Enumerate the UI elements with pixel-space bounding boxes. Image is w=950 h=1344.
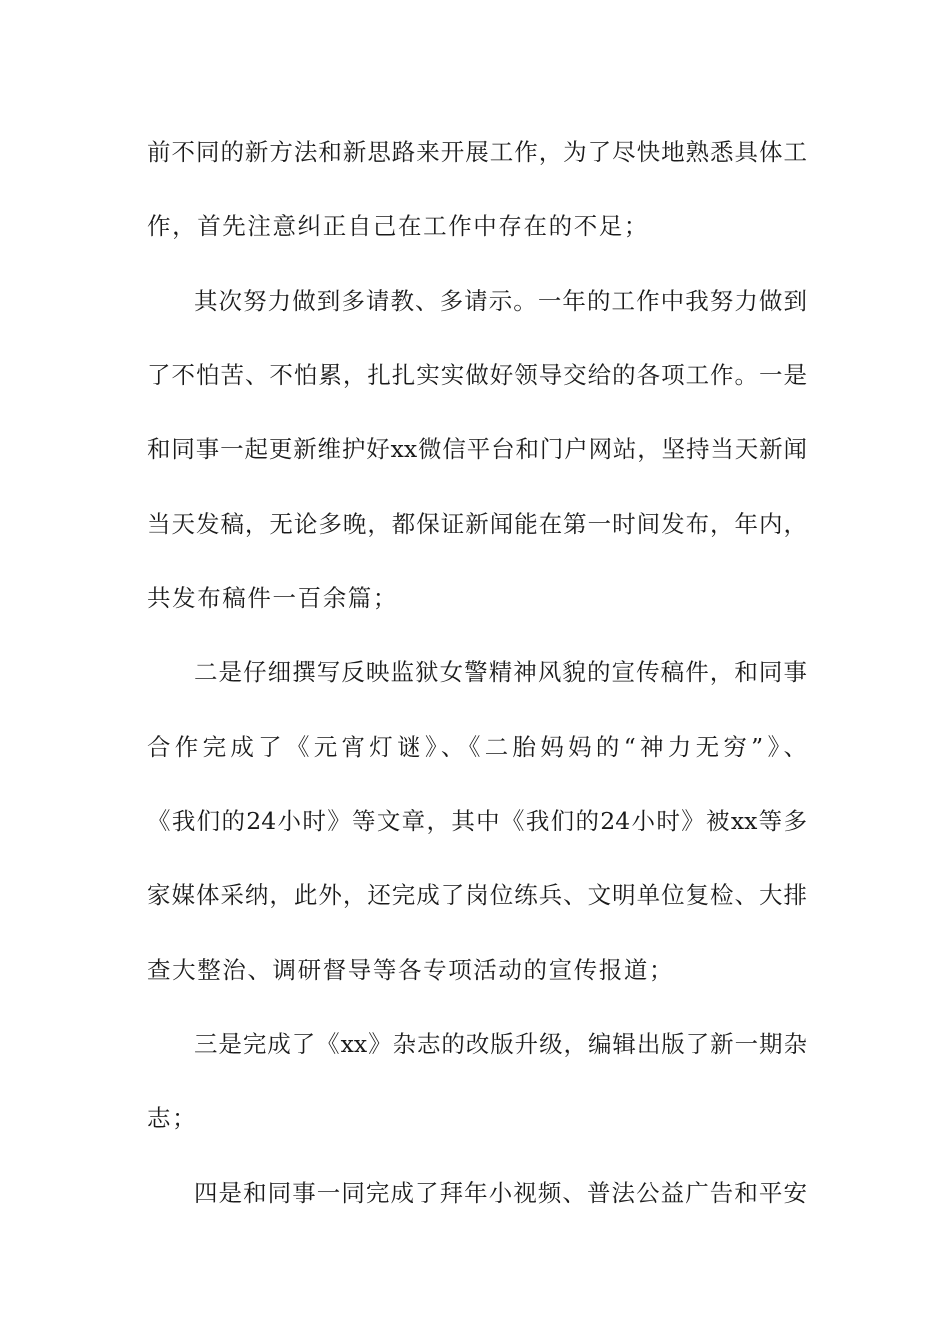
paragraph-start: 三是完成了《xx》杂志的改版升级，编辑出版了新一期杂 [194, 1030, 807, 1058]
text-line: 查大整治、调研督导等各专项活动的宣传报道； [147, 956, 675, 984]
text-line: 作，首先注意纠正自己在工作中存在的不足； [147, 212, 649, 240]
text-line: 当天发稿，无论多晚，都保证新闻能在第一时间发布，年内， [147, 510, 807, 538]
text-line: 前不同的新方法和新思路来开展工作，为了尽快地熟悉具体工 [147, 138, 807, 166]
paragraph-start: 四是和同事一同完成了拜年小视频、普法公益广告和平安 [194, 1179, 807, 1207]
paragraph-start: 其次努力做到多请教、多请示。一年的工作中我努力做到 [194, 287, 807, 315]
text-line: 合作完成了《元宵灯谜》、《二胎妈妈的“神力无穷”》、 [147, 733, 807, 761]
text-line: 共发布稿件一百余篇； [147, 584, 398, 612]
text-line: 《我们的24小时》等文章，其中《我们的24小时》被xx等多 [147, 807, 807, 835]
paragraph-start: 二是仔细撰写反映监狱女警精神风貌的宣传稿件，和同事 [194, 658, 807, 686]
text-line: 了不怕苦、不怕累，扎扎实实做好领导交给的各项工作。一是 [147, 361, 807, 389]
text-line: 志； [147, 1104, 198, 1132]
text-line: 家媒体采纳，此外，还完成了岗位练兵、文明单位复检、大排 [147, 881, 807, 909]
text-line: 和同事一起更新维护好xx微信平台和门户网站，坚持当天新闻 [147, 435, 807, 463]
